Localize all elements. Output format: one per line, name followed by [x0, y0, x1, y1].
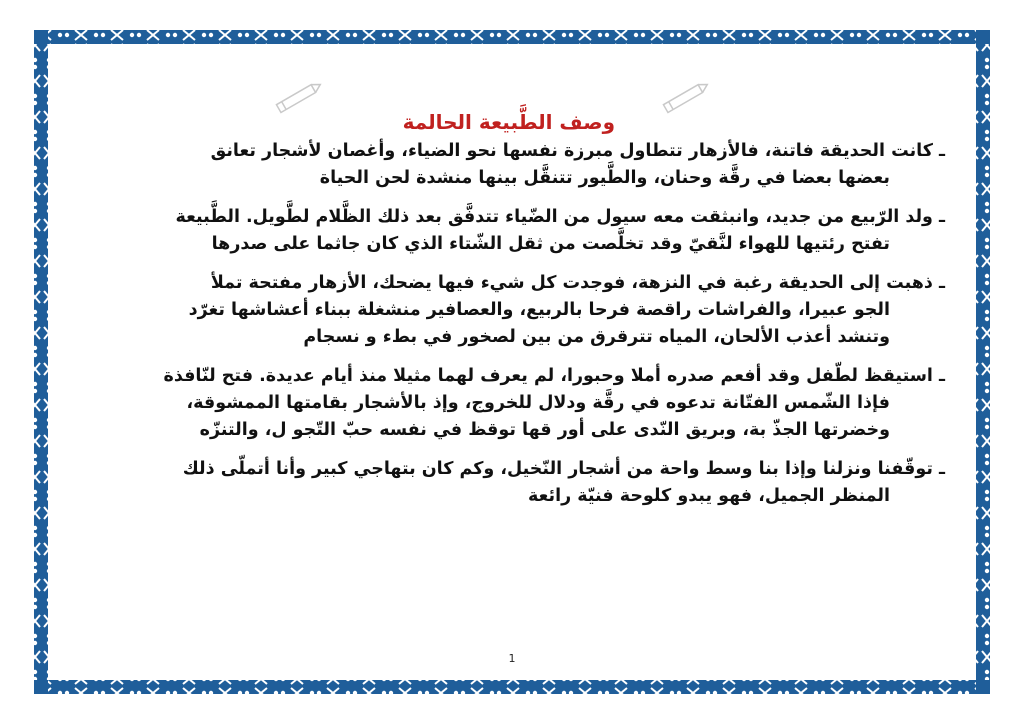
paragraph-line: ـ ولد الرّبيع من جديد، وانبثقت معه سيول من الضّياء تتدفَّق بعد ذلك الظَّلام لطَّويل. الطَّبيعة	[175, 207, 945, 227]
paragraph-line: ـ ذهبت إلى الحديقة رغبة في النزهة، فوجدت كل شيء فيها يضحك، الأزهار مفتحة تملأ	[210, 273, 945, 293]
paragraph-line: وخضرتها الجذّ بة، وبريق النّدى على أور قها توقظ في نفسه حبّ التّجو ل، والتنزّه	[199, 420, 890, 440]
paragraph-line: فإذا الشّمس الفتّانة تدعوه في رقَّة ودلال للخروج، وإذ بالأشجار بقامتها الممشوقة،	[186, 393, 890, 413]
paragraph	[80, 138, 945, 192]
paragraph-line: ـ توقّفنا ونزلنا وإذا بنا وسط واحة من أشجار النّخيل، وكم كان بتهاجي كبير وأنا أتملّى ذلك	[182, 459, 945, 479]
paragraph-line: المنظر الجميل، فهو يبدو كلوحة فنيّة رائعة	[528, 486, 890, 506]
paragraph-line: ـ استيقظ لطّفل وقد أفعم صدره أملا وحبورا، لم يعرف لهما مثيلا منذ أيام عديدة. فتح لنّافذة	[163, 366, 945, 386]
paragraph	[80, 204, 945, 258]
page-number: 1	[508, 652, 516, 665]
paragraph-line: تفتح رئتيها للهواء لنَّقيّ وقد تخلَّصت من ثقل الشّتاء الذي كان جاثما على صدرها	[211, 234, 890, 254]
paragraph-line: بعضها بعضا في رقَّة وحنان، والطَّيور تتنقَّل بينها منشدة لحن الحياة	[319, 168, 890, 188]
paragraph-line: ـ كانت الحديقة فاتنة، فالأزهار تتطاول مبرزة نفسها نحو الضياء، وأغصان لأشجار تعانق	[210, 141, 945, 161]
paragraph	[80, 456, 945, 510]
paragraph-line: الجو عبيرا، والفراشات راقصة فرحا بالربيع، والعصافير منشغلة ببناء أعشاشها تغرّد	[188, 300, 890, 320]
paragraph	[80, 363, 945, 444]
paragraph-line: وتنشد أعذب الألحان، المياه تترقرق من بين لصخور في بطء و نسجام	[303, 327, 890, 347]
paragraph	[80, 270, 945, 351]
page-title: وصف الطَّبيعة الحالمة	[402, 110, 615, 134]
document-body	[80, 110, 945, 522]
